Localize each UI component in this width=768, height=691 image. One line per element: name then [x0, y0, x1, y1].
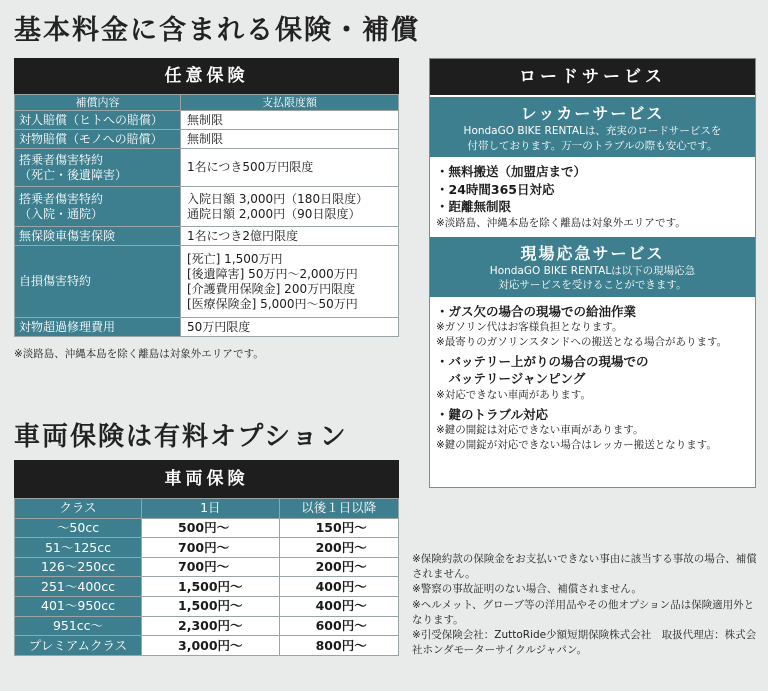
vehicle-class: ～50cc [15, 518, 142, 538]
insurance-row-label: 搭乗者傷害特約 （死亡・後遺障害） [15, 149, 181, 187]
insurance-table [14, 94, 399, 337]
onsite-banner [430, 237, 755, 297]
insurance-row [15, 246, 399, 318]
insurance-row [15, 318, 399, 337]
insurance-header-row [15, 95, 399, 111]
onsite-description: HondaGO BIKE RENTALは以下の現場応急 対応サービスを受けることができます。 [489, 264, 696, 292]
insurance-panel [14, 58, 399, 361]
insurance-row [15, 149, 399, 187]
insurance-row-value: 1名につき2億円限度 [181, 227, 399, 246]
vehicle-row [15, 538, 399, 558]
vehicle-price-day1: 500円～ [142, 518, 280, 538]
vehicle-price-day1: 1,500円～ [142, 596, 280, 616]
vehicle-class: 951cc～ [15, 616, 142, 636]
gas-note: ※最寄りのガソリンスタンドへの搬送となる場合があります。 [436, 336, 728, 349]
gas-note: ※ガソリン代はお客様負担となります。 [436, 321, 623, 334]
battery-item-title: ・バッテリー上がりの場合の現場での [436, 353, 649, 369]
vehicle-header-row [15, 499, 399, 519]
insurance-row-label: 対物賠償（モノへの賠償） [15, 130, 181, 149]
battery-item-title: バッテリージャンピング [436, 371, 586, 387]
insurance-row-label: 搭乗者傷害特約 （入院・通院） [15, 187, 181, 227]
insurance-row [15, 227, 399, 246]
vehicle-price-extra: 800円～ [279, 636, 398, 656]
vehicle-row [15, 636, 399, 656]
battery-note: ※対応できない車両があります。 [436, 388, 591, 401]
vehicle-row [15, 577, 399, 597]
wrecker-note: ※淡路島、沖縄本島を除く離島は対象外エリアです。 [436, 216, 686, 229]
insurance-row-label: 自損傷害特約 [15, 246, 181, 318]
vehicle-price-day1: 1,500円～ [142, 577, 280, 597]
footnote: ※ヘルメット、グローブ等の洋用品やその他オプション品は保険適用外となります。 [412, 598, 755, 626]
wrecker-title: レッカーサービス [520, 104, 665, 123]
vehicle-row [15, 596, 399, 616]
vehicle-price-extra: 600円～ [279, 616, 398, 636]
gas-item-title: ・ガス欠の場合の現場での給油作業 [436, 303, 637, 319]
wrecker-banner [430, 97, 755, 157]
insurance-row-label: 対物超過修理費用 [15, 318, 181, 337]
vehicle-section-title: 車両保険は有料オプション [14, 422, 348, 452]
road-service-heading: ロードサービス [430, 59, 755, 95]
vehicle-row [15, 557, 399, 577]
insurance-row [15, 130, 399, 149]
insurance-row-value: 無制限 [181, 111, 399, 130]
vehicle-price-extra: 400円～ [279, 596, 398, 616]
key-note: ※鍵の開錠は対応できない車両があります。 [436, 424, 644, 436]
vehicle-table [14, 498, 399, 656]
vehicle-price-day1: 2,300円～ [142, 616, 280, 636]
wrecker-item: ・距離無制限 [436, 199, 512, 215]
col-class-header: クラス [15, 499, 142, 519]
insurance-row-value: [死亡] 1,500万円 [後遺障害] 50万円～2,000万円 [介護費用保険金] 200万円限度 [医療保険金] 5,000円～50万円 [181, 246, 399, 318]
insurance-row-label: 無保険車傷害保険 [15, 227, 181, 246]
vehicle-price-extra: 200円～ [279, 538, 398, 558]
col-item-header: 補償内容 [15, 95, 181, 111]
wrecker-item: ・無料搬送（加盟店まで） [436, 164, 587, 180]
footnote: ※警察の事故証明のない場合、補償されません。 [412, 583, 642, 596]
vehicle-class: 401～950cc [15, 596, 142, 616]
vehicle-class: 251～400cc [15, 577, 142, 597]
col-limit-header: 支払限度額 [181, 95, 399, 111]
vehicle-heading: 車両保険 [14, 460, 399, 498]
onsite-title: 現場応急サービス [520, 243, 665, 263]
road-service-panel [429, 58, 756, 488]
col-extra-header: 以後１日以降 [279, 499, 398, 519]
vehicle-price-day1: 700円～ [142, 557, 280, 577]
vehicle-price-day1: 700円～ [142, 538, 280, 558]
insurance-row-value: 50万円限度 [181, 318, 399, 337]
insurance-row [15, 111, 399, 130]
wrecker-details [430, 157, 755, 230]
vehicle-price-extra: 400円～ [279, 577, 398, 597]
wrecker-item: ・24時間365日対応 [436, 181, 555, 197]
vehicle-row [15, 616, 399, 636]
insurance-row-value: 無制限 [181, 130, 399, 149]
vehicle-price-day1: 3,000円～ [142, 636, 280, 656]
footnotes [412, 552, 760, 659]
page-title: 基本料金に含まれる保険・補償 [14, 15, 420, 46]
insurance-row-value: 1名につき500万円限度 [181, 149, 399, 187]
insurance-row-label: 対人賠償（ヒトへの賠償） [15, 111, 181, 130]
key-item-title: ・鍵のトラブル対応 [436, 406, 549, 422]
insurance-note: ※淡路島、沖縄本島を除く離島は対象外エリアです。 [14, 348, 264, 360]
col-day1-header: 1日 [142, 499, 280, 519]
key-note: ※鍵の開錠が対応できない場合はレッカー搬送となります。 [436, 438, 717, 451]
footnote: ※引受保険会社：ZuttoRide少額短期保険株式会社 取扱代理店：株式会社ホンダモーターサイクルジャパン。 [412, 629, 757, 657]
insurance-row-value: 入院日額 3,000円（180日限度） 通院日額 2,000円（90日限度） [181, 187, 399, 227]
vehicle-row [15, 518, 399, 538]
vehicle-class: 51～125cc [15, 538, 142, 558]
insurance-row [15, 187, 399, 227]
vehicle-price-extra: 150円～ [279, 518, 398, 538]
wrecker-description: HondaGO BIKE RENTALは、充実のロードサービスを 付帯しております。万一のトラブルの際も安心です。 [463, 125, 722, 152]
vehicle-panel [14, 460, 399, 656]
insurance-heading: 任意保険 [14, 58, 399, 94]
vehicle-class: 126～250cc [15, 557, 142, 577]
onsite-details [430, 297, 755, 452]
vehicle-price-extra: 200円～ [279, 557, 398, 577]
vehicle-class: プレミアムクラス [15, 636, 142, 656]
footnote: ※保険約款の保険金をお支払いできない事由に該当する事故の場合、補償されません。 [412, 553, 757, 581]
